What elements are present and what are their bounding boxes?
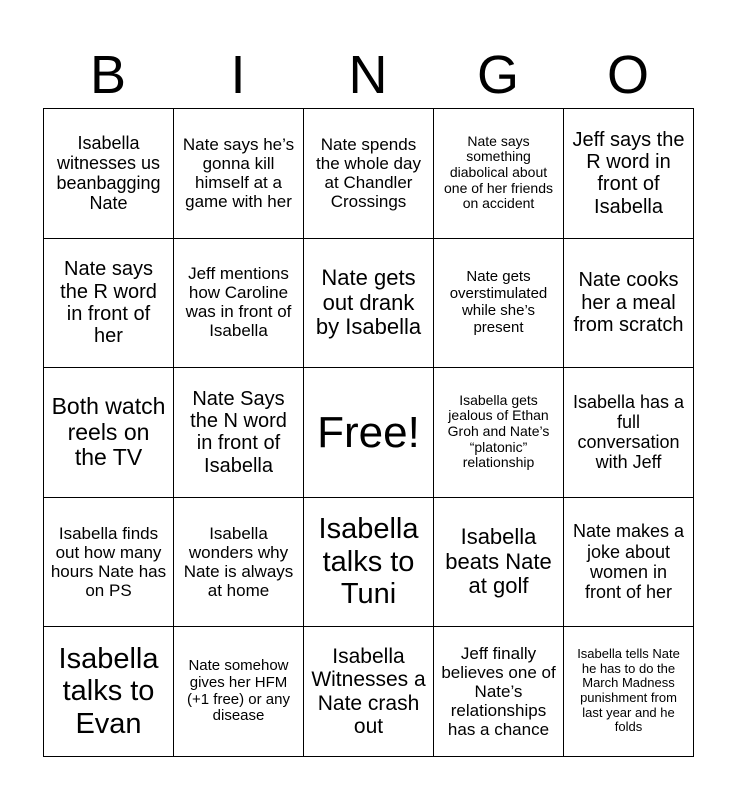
- bingo-square[interactable]: [304, 238, 434, 368]
- bingo-square[interactable]: [44, 497, 174, 627]
- header-letter-b: B: [89, 45, 127, 105]
- board-row: [44, 497, 694, 627]
- bingo-square[interactable]: [434, 368, 564, 498]
- bingo-board: [43, 108, 694, 757]
- square-text: Free!: [317, 407, 420, 457]
- bingo-header: [43, 42, 693, 108]
- square-text: Isabella finds out how many hours Nate has on PS: [50, 523, 167, 600]
- square-text: Nate cooks her a meal from scratch: [573, 269, 684, 337]
- square-text: Nate says the R word in front of her: [60, 258, 157, 348]
- square-text: Nate makes a joke about women in front of her: [572, 521, 685, 602]
- square-text: Jeff says the R word in front of Isabella: [572, 128, 685, 218]
- header-letter-g: G: [476, 45, 519, 105]
- bingo-square[interactable]: [564, 627, 694, 757]
- bingo-square[interactable]: [434, 109, 564, 239]
- square-text: Nate gets overstimulated while she’s present: [449, 268, 548, 336]
- bingo-square[interactable]: [174, 238, 304, 368]
- header-letter-i: I: [230, 45, 246, 105]
- bingo-square[interactable]: [434, 238, 564, 368]
- square-text: Nate says something diabolical about one of her friends on accident: [444, 132, 553, 212]
- square-text: Nate spends the whole day at Chandler Crossings: [316, 134, 421, 211]
- square-text: Nate somehow gives her HFM (+1 free) or any disease: [187, 657, 290, 725]
- bingo-square[interactable]: [174, 627, 304, 757]
- bingo-square[interactable]: [304, 627, 434, 757]
- board-row: [44, 368, 694, 498]
- square-text: Both watch reels on the TV: [51, 392, 166, 471]
- board-row: [44, 238, 694, 368]
- bingo-square[interactable]: [434, 627, 564, 757]
- bingo-square[interactable]: [44, 109, 174, 239]
- bingo-square[interactable]: [564, 238, 694, 368]
- board-row: [44, 109, 694, 239]
- bingo-square[interactable]: [44, 368, 174, 498]
- bingo-square[interactable]: [44, 238, 174, 368]
- square-text: Isabella wonders why Nate is always at home: [183, 523, 294, 600]
- square-text: Isabella Witnesses a Nate crash out: [311, 644, 426, 739]
- square-text: Isabella witnesses us beanbagging Nate: [56, 132, 161, 214]
- bingo-square[interactable]: [434, 497, 564, 627]
- bingo-square[interactable]: [174, 109, 304, 239]
- square-text: Nate Says the N word in front of Isabella: [190, 387, 287, 477]
- header-letter-n: N: [348, 45, 388, 105]
- free-space[interactable]: [304, 368, 434, 498]
- square-text: Nate gets out drank by Isabella: [315, 264, 422, 340]
- square-text: Isabella gets jealous of Ethan Groh and Nate’s “platonic” relationship: [447, 391, 550, 471]
- bingo-square[interactable]: [304, 497, 434, 627]
- bingo-square[interactable]: [564, 109, 694, 239]
- bingo-square[interactable]: [44, 627, 174, 757]
- bingo-square[interactable]: [174, 497, 304, 627]
- bingo-square[interactable]: [304, 109, 434, 239]
- bingo-square[interactable]: [564, 368, 694, 498]
- board-row: [44, 627, 694, 757]
- square-text: Jeff finally believes one of Nate’s relationships has a chance: [441, 643, 556, 739]
- square-text: Isabella has a full conversation with Jeff: [572, 391, 685, 473]
- bingo-square[interactable]: [174, 368, 304, 498]
- square-text: Isabella beats Nate at golf: [445, 524, 552, 599]
- square-text: Isabella talks to Evan: [58, 642, 159, 740]
- header-letter-o: O: [606, 45, 649, 105]
- square-text: Isabella tells Nate he has to do the March Madness punishment from last year and he folds: [577, 646, 680, 735]
- square-text: Jeff mentions how Caroline was in front of Isabella: [185, 264, 292, 341]
- bingo-square[interactable]: [564, 497, 694, 627]
- square-text: Nate says he’s gonna kill himself at a game with her: [182, 134, 295, 211]
- square-text: Isabella talks to Tuni: [318, 513, 419, 611]
